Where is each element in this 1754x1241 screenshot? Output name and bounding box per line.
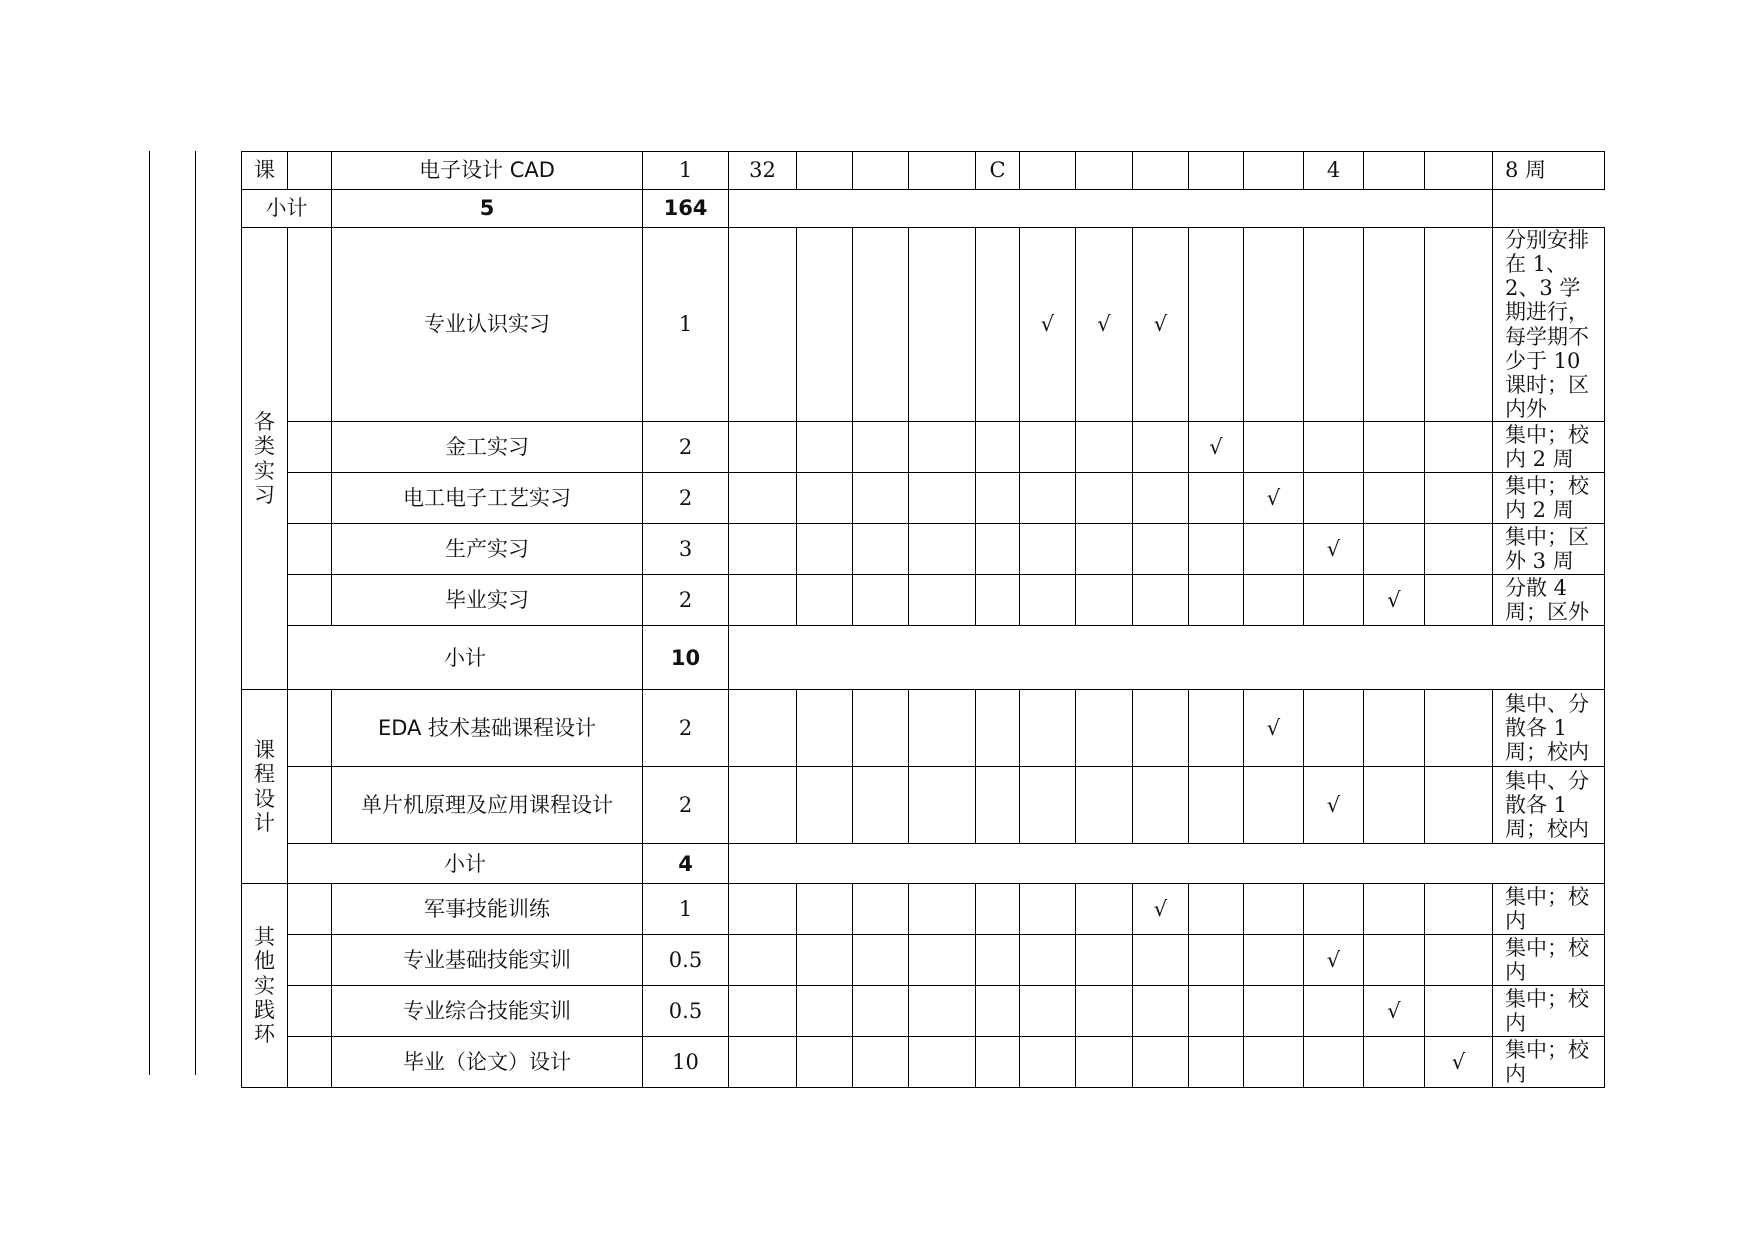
hours-cell <box>729 575 797 626</box>
semester-cell <box>909 422 976 473</box>
semester-cell <box>1020 884 1076 935</box>
semester-cell <box>1244 575 1304 626</box>
semester-cell <box>1364 1037 1425 1088</box>
semester-cell <box>1020 152 1076 190</box>
semester-cell: C <box>976 152 1020 190</box>
semester-cell <box>1020 524 1076 575</box>
semester-cell <box>1425 228 1493 422</box>
subtotal-row <box>242 190 1605 228</box>
subtotal-label: 小计 <box>288 844 643 884</box>
semester-cell <box>1076 575 1133 626</box>
semester-cell <box>1189 1037 1244 1088</box>
semester-cell <box>976 767 1020 844</box>
semester-cell <box>797 228 853 422</box>
semester-cell <box>1189 767 1244 844</box>
semester-cell <box>1076 986 1133 1037</box>
semester-cell <box>1364 422 1425 473</box>
remarks-cell: 集中；区外 3 周 <box>1493 524 1605 575</box>
semester-cell <box>1425 986 1493 1037</box>
semester-cell <box>1133 422 1189 473</box>
semester-cell <box>1020 986 1076 1037</box>
semester-cell <box>1076 524 1133 575</box>
left-border-line-outer <box>149 151 150 1075</box>
hours-cell: 32 <box>729 152 797 190</box>
semester-check-mark: √ <box>1304 935 1364 986</box>
semester-check-mark: √ <box>1244 690 1304 767</box>
semester-cell <box>1425 473 1493 524</box>
semester-cell <box>1244 935 1304 986</box>
semester-cell <box>1364 935 1425 986</box>
index-cell <box>288 422 332 473</box>
semester-cell <box>1189 884 1244 935</box>
semester-cell <box>1425 767 1493 844</box>
semester-cell <box>1133 473 1189 524</box>
semester-cell <box>1304 1037 1364 1088</box>
semester-cell <box>853 473 909 524</box>
semester-cell <box>1020 473 1076 524</box>
semester-cell <box>1364 767 1425 844</box>
index-cell <box>288 1037 332 1088</box>
index-cell <box>288 935 332 986</box>
left-border-line-inner <box>195 151 196 1075</box>
course-name: 单片机原理及应用课程设计 <box>332 767 643 844</box>
credit-cell: 3 <box>643 524 729 575</box>
semester-cell <box>797 1037 853 1088</box>
semester-check-mark: √ <box>1076 228 1133 422</box>
hours-cell <box>729 524 797 575</box>
semester-cell <box>1076 1037 1133 1088</box>
semester-cell <box>797 986 853 1037</box>
semester-cell <box>797 935 853 986</box>
semester-cell <box>1133 690 1189 767</box>
semester-check-mark: √ <box>1425 1037 1493 1088</box>
index-cell <box>288 575 332 626</box>
table-row <box>242 935 1605 986</box>
semester-cell <box>976 228 1020 422</box>
subtotal-row <box>242 626 1605 690</box>
remarks-cell: 集中、分散各 1 周；校内 <box>1493 767 1605 844</box>
course-name: 毕业（论文）设计 <box>332 1037 643 1088</box>
credit-cell: 0.5 <box>643 986 729 1037</box>
semester-cell <box>1189 935 1244 986</box>
semester-cell <box>1364 473 1425 524</box>
semester-cell <box>1304 575 1364 626</box>
course-name: 电子设计 CAD <box>332 152 643 190</box>
semester-cell <box>1133 524 1189 575</box>
semester-cell <box>853 1037 909 1088</box>
semester-cell <box>976 1037 1020 1088</box>
semester-cell <box>976 935 1020 986</box>
semester-check-mark: √ <box>1020 228 1076 422</box>
semester-cell <box>1244 152 1304 190</box>
credit-cell: 2 <box>643 422 729 473</box>
semester-cell <box>909 690 976 767</box>
semester-cell <box>1304 473 1364 524</box>
remarks-cell: 8 周 <box>1493 152 1605 190</box>
semester-cell <box>853 575 909 626</box>
semester-check-mark: √ <box>1364 575 1425 626</box>
semester-cell <box>909 473 976 524</box>
semester-cell <box>976 422 1020 473</box>
subtotal-credit: 5 <box>332 190 643 228</box>
course-name: 专业综合技能实训 <box>332 986 643 1037</box>
subtotal-label: 小计 <box>242 190 332 228</box>
semester-cell <box>1244 422 1304 473</box>
hours-cell <box>729 422 797 473</box>
course-name: 专业基础技能实训 <box>332 935 643 986</box>
hours-cell <box>729 1037 797 1088</box>
hours-cell <box>729 884 797 935</box>
semester-cell <box>1425 422 1493 473</box>
hours-cell <box>729 690 797 767</box>
credit-cell: 1 <box>643 152 729 190</box>
semester-cell <box>1076 884 1133 935</box>
semester-cell <box>797 422 853 473</box>
semester-check-mark: √ <box>1304 524 1364 575</box>
subtotal-blank <box>729 844 1605 884</box>
semester-cell <box>1020 575 1076 626</box>
semester-cell <box>1189 228 1244 422</box>
credit-cell: 2 <box>643 690 729 767</box>
hours-cell <box>729 986 797 1037</box>
semester-cell <box>976 473 1020 524</box>
semester-cell <box>909 1037 976 1088</box>
semester-cell <box>797 690 853 767</box>
subtotal-blank <box>729 626 1605 690</box>
semester-cell <box>1189 986 1244 1037</box>
semester-cell <box>909 524 976 575</box>
semester-cell <box>1425 690 1493 767</box>
semester-cell <box>853 152 909 190</box>
subtotal-hours: 164 <box>643 190 729 228</box>
semester-check-mark: √ <box>1133 884 1189 935</box>
semester-cell <box>1133 986 1189 1037</box>
semester-cell <box>1304 690 1364 767</box>
semester-cell <box>909 935 976 986</box>
subtotal-credit: 4 <box>643 844 729 884</box>
credit-cell: 2 <box>643 473 729 524</box>
index-cell <box>288 228 332 422</box>
semester-cell <box>797 524 853 575</box>
semester-cell <box>1189 690 1244 767</box>
semester-cell <box>1189 575 1244 626</box>
remarks-cell: 集中；校内 <box>1493 986 1605 1037</box>
semester-cell <box>1364 524 1425 575</box>
semester-cell <box>1364 884 1425 935</box>
group-label-cell: 各 类 实 习 <box>242 228 288 690</box>
course-name: 专业认识实习 <box>332 228 643 422</box>
table-row <box>242 1037 1605 1088</box>
semester-cell: 4 <box>1304 152 1364 190</box>
semester-cell <box>1364 690 1425 767</box>
semester-check-mark: √ <box>1364 986 1425 1037</box>
credit-cell: 1 <box>643 228 729 422</box>
semester-cell <box>797 884 853 935</box>
semester-cell <box>853 228 909 422</box>
semester-cell <box>1364 228 1425 422</box>
semester-cell <box>1364 152 1425 190</box>
table-row <box>242 986 1605 1037</box>
semester-cell <box>909 986 976 1037</box>
subtotal-row <box>242 844 1605 884</box>
credit-cell: 0.5 <box>643 935 729 986</box>
subtotal-credit: 10 <box>643 626 729 690</box>
semester-cell <box>1425 152 1493 190</box>
group-label-cell: 课 程 设 计 <box>242 690 288 884</box>
semester-cell <box>853 690 909 767</box>
remarks-cell: 集中；校内 2 周 <box>1493 422 1605 473</box>
practice-course-table <box>241 151 1605 1088</box>
semester-cell <box>797 152 853 190</box>
semester-cell <box>853 524 909 575</box>
index-cell <box>288 473 332 524</box>
table-row <box>242 152 1605 190</box>
semester-cell <box>1425 575 1493 626</box>
semester-cell <box>1304 228 1364 422</box>
hours-cell <box>729 473 797 524</box>
credit-cell: 10 <box>643 1037 729 1088</box>
remarks-cell: 集中；校内 <box>1493 884 1605 935</box>
group-label-cell: 课 <box>242 152 288 190</box>
semester-cell <box>909 884 976 935</box>
semester-cell <box>1244 1037 1304 1088</box>
semester-cell <box>976 884 1020 935</box>
course-name: 毕业实习 <box>332 575 643 626</box>
semester-cell <box>1133 935 1189 986</box>
table-row <box>242 524 1605 575</box>
semester-cell <box>1244 228 1304 422</box>
semester-check-mark: √ <box>1189 422 1244 473</box>
semester-cell <box>1076 690 1133 767</box>
table-row <box>242 767 1605 844</box>
semester-cell <box>1133 152 1189 190</box>
hours-cell <box>729 935 797 986</box>
semester-cell <box>1133 575 1189 626</box>
semester-cell <box>853 422 909 473</box>
semester-cell <box>853 986 909 1037</box>
course-name: EDA 技术基础课程设计 <box>332 690 643 767</box>
remarks-cell: 分散 4 周；区外 <box>1493 575 1605 626</box>
semester-cell <box>1244 767 1304 844</box>
table-row <box>242 575 1605 626</box>
table-row <box>242 473 1605 524</box>
semester-check-mark: √ <box>1244 473 1304 524</box>
semester-cell <box>1020 935 1076 986</box>
semester-cell <box>1189 473 1244 524</box>
table-row <box>242 228 1605 422</box>
subtotal-blank <box>729 190 1493 228</box>
semester-cell <box>1244 884 1304 935</box>
semester-cell <box>909 575 976 626</box>
semester-cell <box>976 524 1020 575</box>
semester-cell <box>1425 884 1493 935</box>
semester-cell <box>1304 422 1364 473</box>
index-cell <box>288 884 332 935</box>
remarks-cell: 集中；校内 <box>1493 935 1605 986</box>
semester-cell <box>976 690 1020 767</box>
semester-cell <box>853 884 909 935</box>
course-name: 金工实习 <box>332 422 643 473</box>
credit-cell: 2 <box>643 575 729 626</box>
semester-cell <box>1020 690 1076 767</box>
hours-cell <box>729 228 797 422</box>
semester-cell <box>797 767 853 844</box>
semester-cell <box>1244 986 1304 1037</box>
group-label-cell: 其 他 实 践 环 <box>242 884 288 1088</box>
index-cell <box>288 690 332 767</box>
subtotal-label: 小计 <box>288 626 643 690</box>
table-row <box>242 422 1605 473</box>
semester-cell <box>1076 422 1133 473</box>
semester-cell <box>1076 767 1133 844</box>
credit-cell: 1 <box>643 884 729 935</box>
semester-check-mark: √ <box>1304 767 1364 844</box>
semester-cell <box>1189 152 1244 190</box>
semester-cell <box>1133 1037 1189 1088</box>
semester-cell <box>1076 152 1133 190</box>
semester-cell <box>1076 935 1133 986</box>
semester-cell <box>1133 767 1189 844</box>
credit-cell: 2 <box>643 767 729 844</box>
index-cell <box>288 767 332 844</box>
semester-cell <box>1189 524 1244 575</box>
semester-cell <box>1020 422 1076 473</box>
remarks-cell: 集中；校内 2 周 <box>1493 473 1605 524</box>
semester-cell <box>1304 884 1364 935</box>
course-name: 电工电子工艺实习 <box>332 473 643 524</box>
semester-cell <box>1244 524 1304 575</box>
semester-cell <box>1425 524 1493 575</box>
semester-cell <box>1304 986 1364 1037</box>
semester-cell <box>797 473 853 524</box>
semester-cell <box>1020 1037 1076 1088</box>
semester-cell <box>797 575 853 626</box>
semester-cell <box>1076 473 1133 524</box>
semester-cell <box>1020 767 1076 844</box>
hours-cell <box>729 767 797 844</box>
index-cell <box>288 986 332 1037</box>
index-cell <box>288 152 332 190</box>
remarks-cell: 集中、分散各 1 周；校内 <box>1493 690 1605 767</box>
semester-cell <box>853 935 909 986</box>
semester-cell <box>909 152 976 190</box>
remarks-cell: 分别安排在 1、2、3 学期进行，每学期不少于 10 课时；区内外 <box>1493 228 1605 422</box>
course-name: 军事技能训练 <box>332 884 643 935</box>
semester-cell <box>853 767 909 844</box>
table-row <box>242 884 1605 935</box>
semester-cell <box>976 986 1020 1037</box>
table-row <box>242 690 1605 767</box>
course-name: 生产实习 <box>332 524 643 575</box>
semester-cell <box>976 575 1020 626</box>
remarks-cell: 集中；校内 <box>1493 1037 1605 1088</box>
semester-check-mark: √ <box>1133 228 1189 422</box>
semester-cell <box>909 767 976 844</box>
semester-cell <box>909 228 976 422</box>
semester-cell <box>1425 935 1493 986</box>
index-cell <box>288 524 332 575</box>
